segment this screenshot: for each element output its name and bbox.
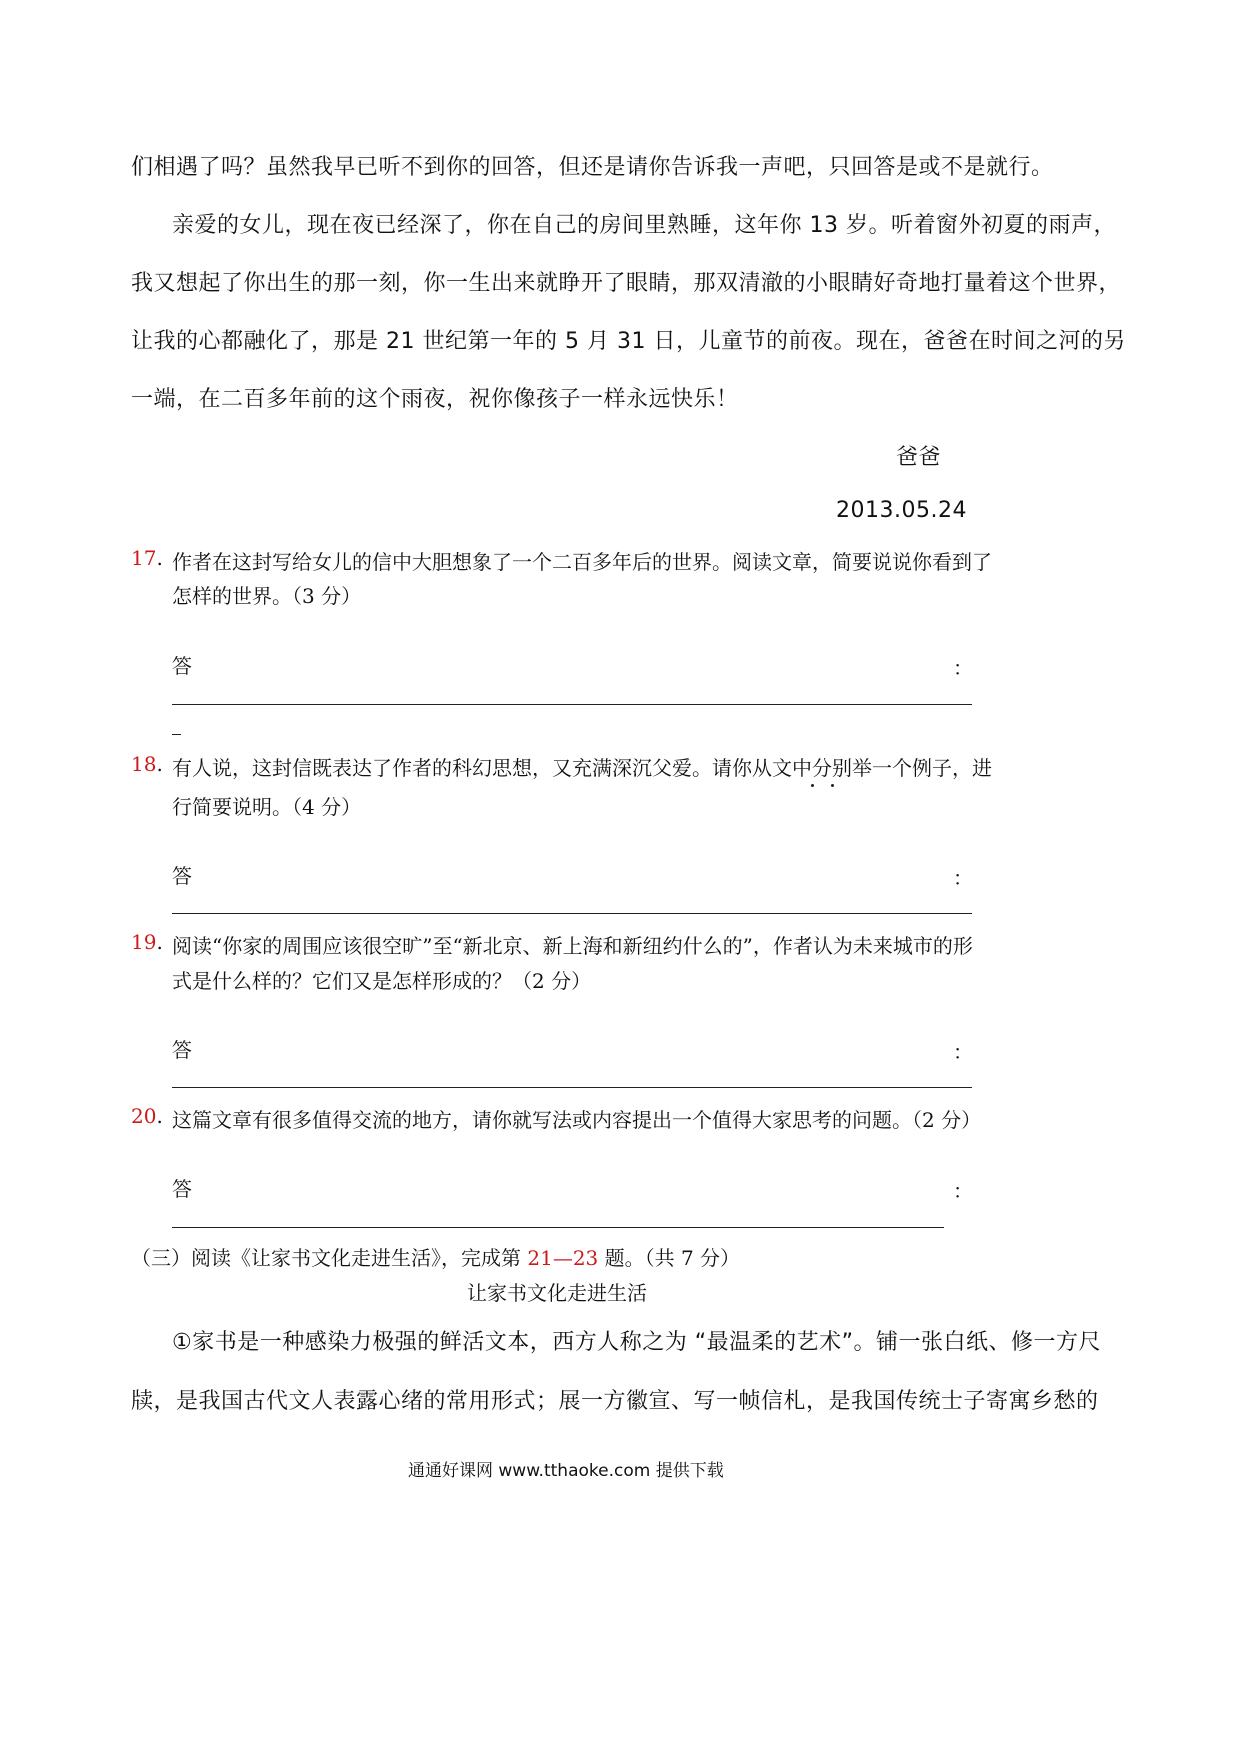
question-19-line-2: 式是什么样的？它们又是怎样形成的？（2 分） (172, 969, 592, 993)
answer-19-colon: ： (953, 1040, 973, 1064)
section-3-para-line-1: ①家书是一种感染力极强的鲜活文本，西方人称之为 “最温柔的艺术”。铺一张白纸、修一方尺 (172, 1330, 1102, 1355)
footer-text: 通通好课网 www.tthaoke.com 提供下载 (408, 1461, 724, 1481)
question-19-number: 19. (131, 930, 163, 954)
letter-date: 2013.05.24 (836, 498, 967, 523)
answer-17-colon: ： (953, 656, 973, 680)
emphasis-dot (831, 784, 834, 787)
letter-line-5: 一端，在二百多年前的这个雨夜，祝你像孩子一样永远快乐！ (131, 387, 739, 412)
answer-19-line (172, 1087, 972, 1088)
emphasis-dot (811, 784, 814, 787)
letter-line-2: 亲爱的女儿，现在夜已经深了，你在自己的房间里熟睡，这年你 13 岁。听着窗外初夏的雨声， (172, 213, 1116, 238)
stray-underscore (172, 734, 181, 735)
section-3-title: 让家书文化走进生活 (467, 1281, 647, 1305)
question-18-number: 18. (131, 752, 163, 776)
question-17-line-1: 作者在这封写给女儿的信中大胆想象了一个二百多年后的世界。阅读文章，简要说说你看到了 (172, 550, 992, 574)
question-20-number: 20. (131, 1104, 163, 1128)
answer-19-label: 答 (172, 1038, 192, 1062)
letter-line-1: 们相遇了吗？虽然我早已听不到你的回答，但还是请你告诉我一声吧，只回答是或不是就行。 (131, 155, 1054, 180)
letter-line-4: 让我的心都融化了，那是 21 世纪第一年的 5 月 31 日，儿童节的前夜。现在，爸爸在时间之河的另 (131, 329, 1126, 354)
answer-17-line (172, 704, 972, 705)
question-18-line-2: 行简要说明。（4 分） (172, 795, 362, 819)
answer-20-colon: ： (953, 1179, 973, 1203)
section-3-intro: （三）阅读《让家书文化走进生活》，完成第 21—23 题。（共 7 分） (131, 1246, 741, 1270)
answer-18-label: 答 (172, 864, 192, 888)
section-3-para-line-2: 牍，是我国古代文人表露心绪的常用形式；展一方徽宣、写一帧信札，是我国传统士子寄寓乡愁的 (131, 1389, 1099, 1414)
question-17-line-2: 怎样的世界。（3 分） (172, 584, 362, 608)
letter-line-3: 我又想起了你出生的那一刻，你一生出来就睁开了眼睛，那双清澈的小眼睛好奇地打量着这个世界， (131, 271, 1122, 296)
answer-20-label: 答 (172, 1177, 192, 1201)
answer-18-colon: ： (953, 866, 973, 890)
question-17-number: 17. (131, 546, 163, 570)
letter-signature: 爸爸 (896, 445, 942, 470)
answer-20-line (172, 1227, 944, 1228)
answer-18-line (172, 913, 972, 914)
question-20-line-1: 这篇文章有很多值得交流的地方，请你就写法或内容提出一个值得大家思考的问题。（2 分） (172, 1108, 982, 1132)
question-18-line-1: 有人说，这封信既表达了作者的科幻思想，又充满深沉父爱。请你从文中分别举一个例子，进 (172, 756, 992, 780)
question-19-line-1: 阅读“你家的周围应该很空旷”至“新北京、新上海和新纽约什么的”，作者认为未来城市的形 (172, 934, 973, 958)
answer-17-label: 答 (172, 654, 192, 678)
